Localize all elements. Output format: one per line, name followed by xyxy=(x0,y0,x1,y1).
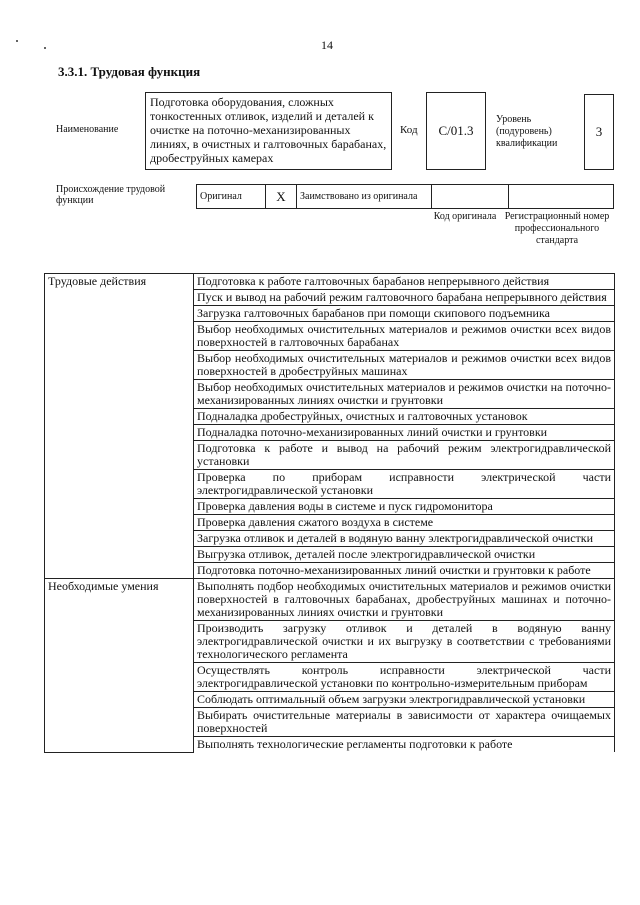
table-cell: Выгрузка отливок, деталей после электрогидравлической очистки xyxy=(194,547,615,563)
table-row xyxy=(45,579,615,621)
category-cell: Трудовые действия xyxy=(45,274,194,579)
table-cell: Подготовка к работе галтовочных барабанов непрерывного действия xyxy=(194,274,615,290)
table-cell: Выбор необходимых очистительных материалов и режимов очистки на поточно-механизированных линиях очистки и грунтовки xyxy=(194,380,615,409)
table-cell: Подналадка поточно-механизированных линий очистки и грунтовки xyxy=(194,425,615,441)
scan-dot xyxy=(44,47,46,49)
section-title: 3.3.1. Трудовая функция xyxy=(58,64,201,79)
table-row xyxy=(45,274,615,290)
table-cell: Проверка по приборам исправности электрической части электрогидравлической установки xyxy=(194,470,615,499)
table-cell: Соблюдать оптимальный объем загрузки электрогидравлической установки xyxy=(194,692,615,708)
registration-number-cell xyxy=(509,185,614,209)
function-name-box: Подготовка оборудования, сложных тонкостенных отливок, изделий и деталей к очистке на поточно-механизированных линиях, в очистных и галтовочных барабанах, дробеструйных камерах xyxy=(145,92,392,170)
registration-label: Регистрационный номер профессионального стандарта xyxy=(504,211,610,246)
scan-dot xyxy=(16,40,18,42)
table-cell: Пуск и вывод на рабочий режим галтовочного барабана непрерывного действия xyxy=(194,290,615,306)
table-cell: Загрузка галтовочных барабанов при помощи скипового подъемника xyxy=(194,306,615,322)
name-label: Наименование xyxy=(56,124,119,135)
table-cell: Выполнять технологические регламенты подготовки к работе xyxy=(194,737,615,753)
origin-table xyxy=(196,184,614,209)
table-cell: Выбор необходимых очистительных материалов и режимов очистки всех видов поверхностей в галтовочных барабанах xyxy=(194,322,615,351)
table-cell: Осуществлять контроль исправности электрической части электрогидравлической установки по контрольно-измерительным приборам xyxy=(194,663,615,692)
table-cell: Проверка давления воды в системе и пуск гидромонитора xyxy=(194,499,615,515)
table-cell: Подналадка дробеструйных, очистных и галтовочных установок xyxy=(194,409,615,425)
function-code-box: C/01.3 xyxy=(426,92,486,170)
table-cell: Подготовка к работе и вывод на рабочий режим электрогидравлической установки xyxy=(194,441,615,470)
table-cell: Выбирать очистительные материалы в зависимости от характера очищаемых поверхностей xyxy=(194,708,615,737)
original-mark: X xyxy=(266,185,297,209)
table-cell: Проверка давления сжатого воздуха в системе xyxy=(194,515,615,531)
page-number: 14 xyxy=(321,38,333,52)
level-label: Уровень (подуровень) квалификации xyxy=(496,114,558,149)
table-cell: Загрузка отливок и деталей в водяную ванну электрогидравлической очистки xyxy=(194,531,615,547)
original-label: Оригинал xyxy=(197,185,266,209)
code-label: Код xyxy=(400,124,418,136)
table-cell: Подготовка поточно-механизированных линий очистки и грунтовки к работе xyxy=(194,563,615,579)
category-cell: Необходимые умения xyxy=(45,579,194,753)
requirements-table xyxy=(44,273,615,753)
code-original-cell xyxy=(432,185,509,209)
table-cell: Выполнять подбор необходимых очистительных материалов и режимов очистки поверхностей в галтовочных барабанах, дробеструйных машинах и поточно-механизированных линиях очистки и грунтовки xyxy=(194,579,615,621)
code-original-label: Код оригинала xyxy=(433,211,497,222)
table-cell: Выбор необходимых очистительных материалов и режимов очистки всех видов поверхностей в дробеструйных машинах xyxy=(194,351,615,380)
qualification-level-box: 3 xyxy=(584,94,614,170)
table-cell: Производить загрузку отливок и деталей в водяную ванну электрогидравлической очистки и их выгрузку в соответствии с требованиями технологического регламента xyxy=(194,621,615,663)
origin-label: Происхождение трудовой функции xyxy=(56,184,166,206)
borrowed-label: Заимствовано из оригинала xyxy=(297,185,432,209)
